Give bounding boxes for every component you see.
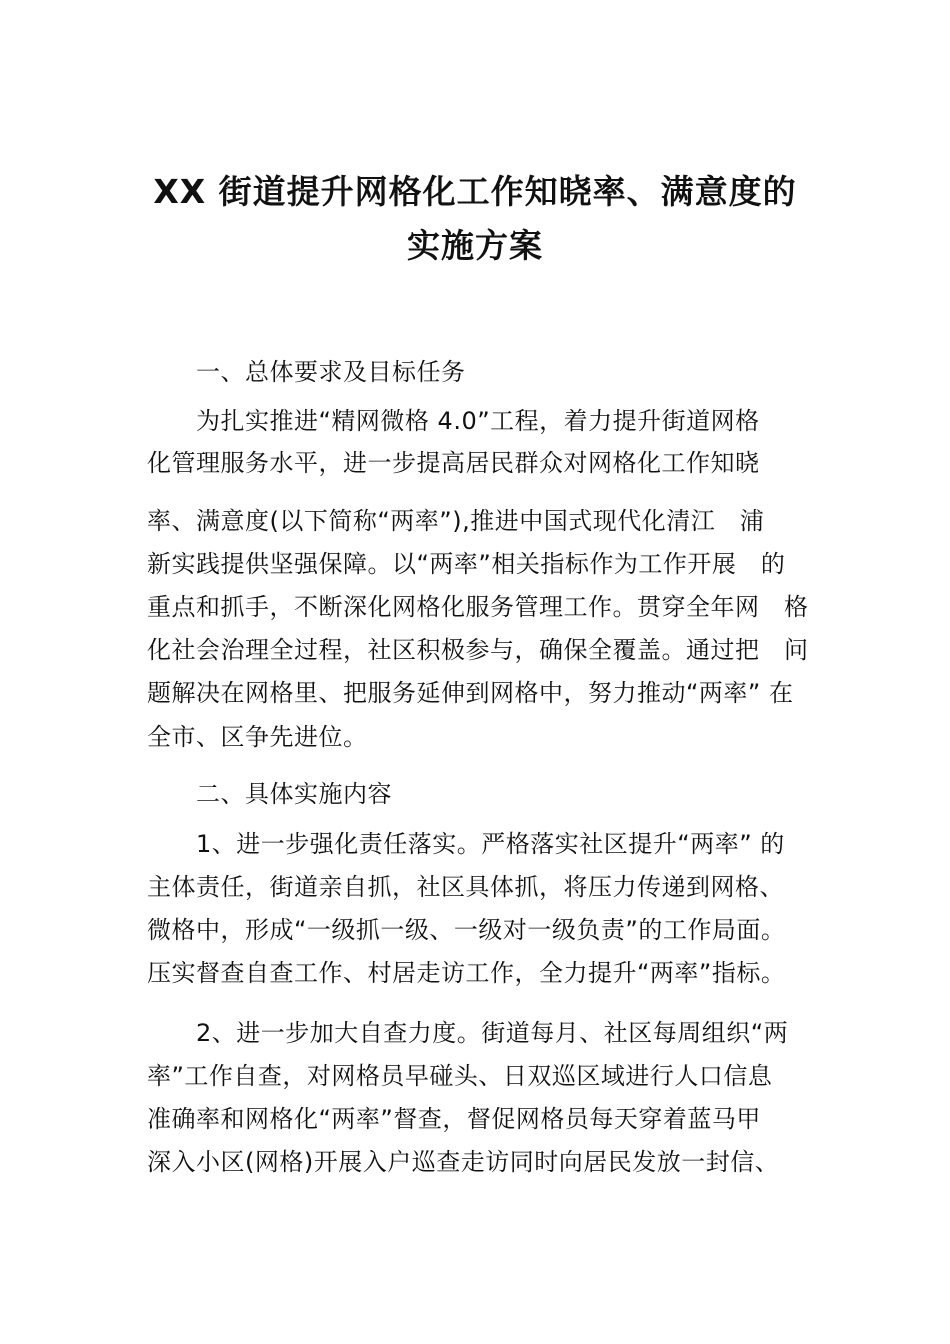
paragraph-line: 1、进一步强化责任落实。严格落实社区提升“两率” 的 [196, 830, 785, 858]
section-heading-1: 一、总体要求及目标任务 [196, 358, 466, 386]
paragraph-line: 重点和抓手，不断深化网格化服务管理工作。贯穿全年网 格 [147, 593, 809, 621]
paragraph-line: 率”工作自查，对网格员早碰头、日双巡区域进行人口信息 [147, 1062, 773, 1090]
paragraph-line: 题解决在网格里、把服务延伸到网格中，努力推动“两率” 在 [147, 679, 794, 707]
paragraph-line: 深入小区(网格)开展入户巡查走访同时向居民发放一封信、 [147, 1148, 780, 1176]
document-title-line-2: 实施方案 [407, 226, 543, 265]
section-heading-2: 二、具体实施内容 [196, 780, 392, 808]
paragraph-line: 化社会治理全过程，社区积极参与，确保全覆盖。通过把 问 [147, 636, 809, 664]
paragraph-line: 新实践提供坚强保障。以“两率”相关指标作为工作开展 的 [147, 550, 786, 578]
paragraph-line: 准确率和网格化“两率”督查，督促网格员每天穿着蓝马甲 [147, 1105, 761, 1133]
paragraph-line: 为扎实推进“精网微格 4.0”工程，着力提升街道网格 [196, 407, 760, 435]
paragraph-line: 2、进一步加大自查力度。街道每月、社区每周组织“两 [196, 1019, 789, 1047]
paragraph-line: 率、满意度(以下简称“两率”),推进中国式现代化清江 浦 [147, 507, 765, 535]
paragraph-line: 微格中，形成“一级抓一级、一级对一级负责”的工作局面。 [147, 916, 786, 944]
paragraph-line: 全市、区争先进位。 [147, 723, 368, 751]
document-title-line-1: XX 街道提升网格化工作知晓率、满意度的 [153, 172, 797, 211]
paragraph-line: 压实督查自查工作、村居走访工作，全力提升“两率”指标。 [147, 959, 786, 987]
paragraph-line: 化管理服务水平，进一步提高居民群众对网格化工作知晓 [147, 449, 760, 477]
paragraph-line: 主体责任，街道亲自抓，社区具体抓，将压力传递到网格、 [147, 873, 784, 901]
